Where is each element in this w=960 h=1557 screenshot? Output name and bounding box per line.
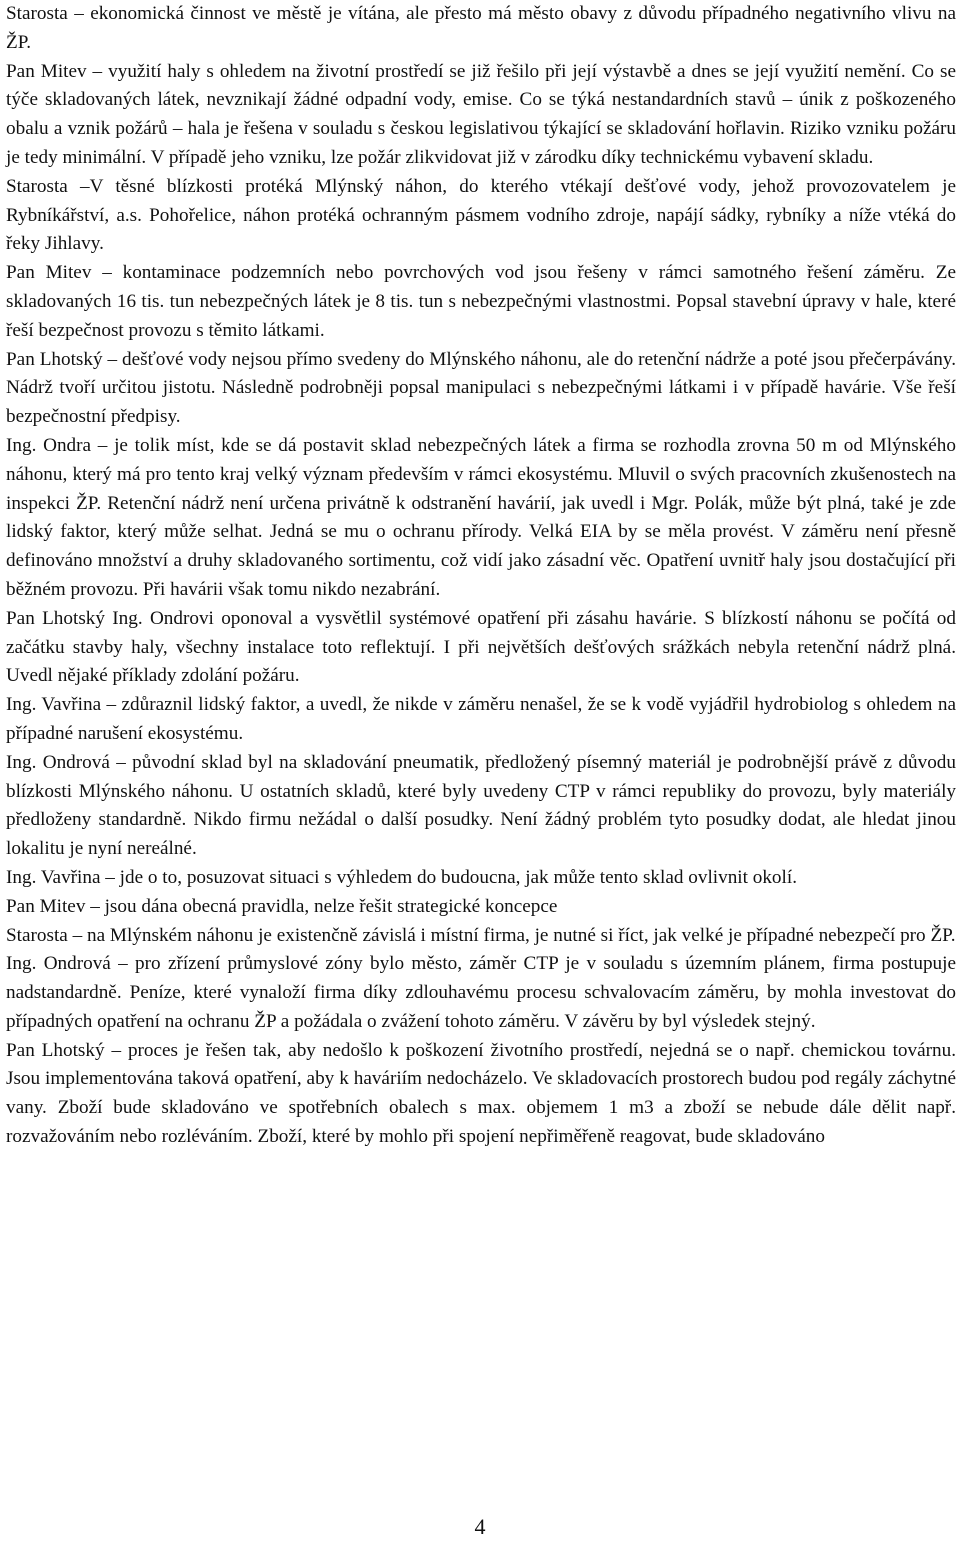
paragraph-vavrina-2: Ing. Vavřina – jde o to, posuzovat situaci s výhledem do budoucna, jak může tento sklad ovlivnit okolí. [6, 866, 797, 888]
paragraph-starosta-1: Starosta – ekonomická činnost ve městě je vítána, ale přesto má město obavy z důvodu případného negativního vlivu na ŽP. [6, 3, 956, 53]
paragraph-starosta-3: Starosta – na Mlýnském náhonu je existenčně závislá i místní firma, je nutné si říct, jak velké je případné nebezpečí pro ŽP. [6, 924, 956, 946]
paragraph-ondrova-1: Ing. Ondrová – původní sklad byl na skladování pneumatik, předložený písemný materiál je podrobnější právě z důvodu blízkosti Mlýnského náhonu. U ostatních skladů, které byly uvedeny CTP v rámci republiky do provozu, byly materiály předloženy standardně. Nikdo firmu nežádal o další posudky. Není žádný problém tyto posudky dodat, ale hledat jinou lokalitu je nyní nereálné. [6, 751, 956, 860]
page-number: 4 [474, 1514, 486, 1539]
paragraph-lhotsky-2: Pan Lhotský Ing. Ondrovi oponoval a vysvětlil systémové opatření při zásahu havárie. S blízkostí náhonu se počítá od začátku stavby haly, všechny instalace toto reflektují. I při největších dešťových srážkách nebyla retenční nádrž plná. Uvedl nějaké příklady zdolání požáru. [6, 607, 956, 687]
paragraph-mitev-3: Pan Mitev – jsou dána obecná pravidla, nelze řešit strategické koncepce [6, 895, 558, 917]
paragraph-mitev-2: Pan Mitev – kontaminace podzemních nebo povrchových vod jsou řešeny v rámci samotného řešení záměru. Ze skladovaných 16 tis. tun nebezpečných látek je 8 tis. tun s nebezpečnými vlastnostmi. Popsal stavební úpravy v hale, které řeší bezpečnost provozu s těmito látkami. [6, 262, 956, 341]
paragraph-starosta-2: Starosta –V těsné blízkosti protéká Mlýnský náhon, do kterého vtékají dešťové vody, jehož provozovatelem je Rybníkářství, a.s. Pohořelice, náhon protéká ochranným pásmem vodního zdroje, napájí sádky, rybníky a níže vtéká do řeky Jihlavy. [6, 175, 956, 255]
document-body [6, 0, 956, 1152]
paragraph-vavrina-1: Ing. Vavřina – zdůraznil lidský faktor, a uvedl, že nikde v záměru nenašel, že se k vodě vyjádřil hydrobiolog s ohledem na případné narušení ekosystému. [6, 694, 956, 744]
paragraph-ondra-1: Ing. Ondra – je tolik míst, kde se dá postavit sklad nebezpečných látek a firma se rozhodla zrovna 50 m od Mlýnského náhonu, který má pro tento kraj velký význam především v rámci ekosystému. Mluvil o svých pracovních zkušenostech na inspekci ŽP. Retenční nádrž není určena privátně k odstranění havárií, jak uvedl i Mgr. Polák, může být plná, také je zde lidský faktor, který může selhat. Jedná se mu o ochranu přírody. Velká EIA by se měla provést. V záměru není přesně definováno množství a druhy skladovaného sortimentu, což vidí jako zásadní věc. Opatření uvnitř haly jsou dostačující při běžném provozu. Při havárii však tomu nikdo nezabrání. [6, 434, 956, 600]
paragraph-lhotsky-1: Pan Lhotský – dešťové vody nejsou přímo svedeny do Mlýnského náhonu, ale do retenční nádrže a poté jsou přečerpávány. Nádrž tvoří určitou jistotu. Následně podrobněji popsal manipulaci s nebezpečnými látkami i v případě havárie. Vše řeší bezpečnostní předpisy. [6, 348, 956, 428]
paragraph-mitev-1: Pan Mitev – využití haly s ohledem na životní prostředí se již řešilo při její výstavbě a dnes se její využití nemění. Co se týče skladovaných látek, nevznikají žádné odpadní vody, emise. Co se týká nestandardních stavů – únik z poškozeného obalu a vznik požárů – hala je řešena v souladu s českou legislativou týkající se skladování hořlavin. Riziko vzniku požáru je tedy minimální. V případě jeho vzniku, lze požár zlikvidovat již v zárodku díky technickému vybavení skladu. [6, 60, 956, 168]
paragraph-ondrova-2: Ing. Ondrová – pro zřízení průmyslové zóny bylo město, záměr CTP je v souladu s územním plánem, firma postupuje nadstandardně. Peníze, které vynaloží firma díky zdlouhavému procesu schvalovacím záměru, by mohla investovat do případných opatření na ochranu ŽP a požádala o zvážení tohoto záměru. V závěru by byl výsledek stejný. [6, 953, 956, 1032]
paragraph-lhotsky-3: Pan Lhotský – proces je řešen tak, aby nedošlo k poškození životního prostředí, nejedná se o např. chemickou továrnu. Jsou implementována taková opatření, aby k haváriím nedocházelo. Ve skladovacích prostorech budou pod regály záchytné vany. Zboží bude skladováno ve spotřebních obalech s max. objemem 1 m3 a zboží se nebude dále dělit např. rozvažováním nebo rozléváním. Zboží, které by mohlo při spojení nepřiměřeně reagovat, bude skladováno [6, 1039, 956, 1148]
